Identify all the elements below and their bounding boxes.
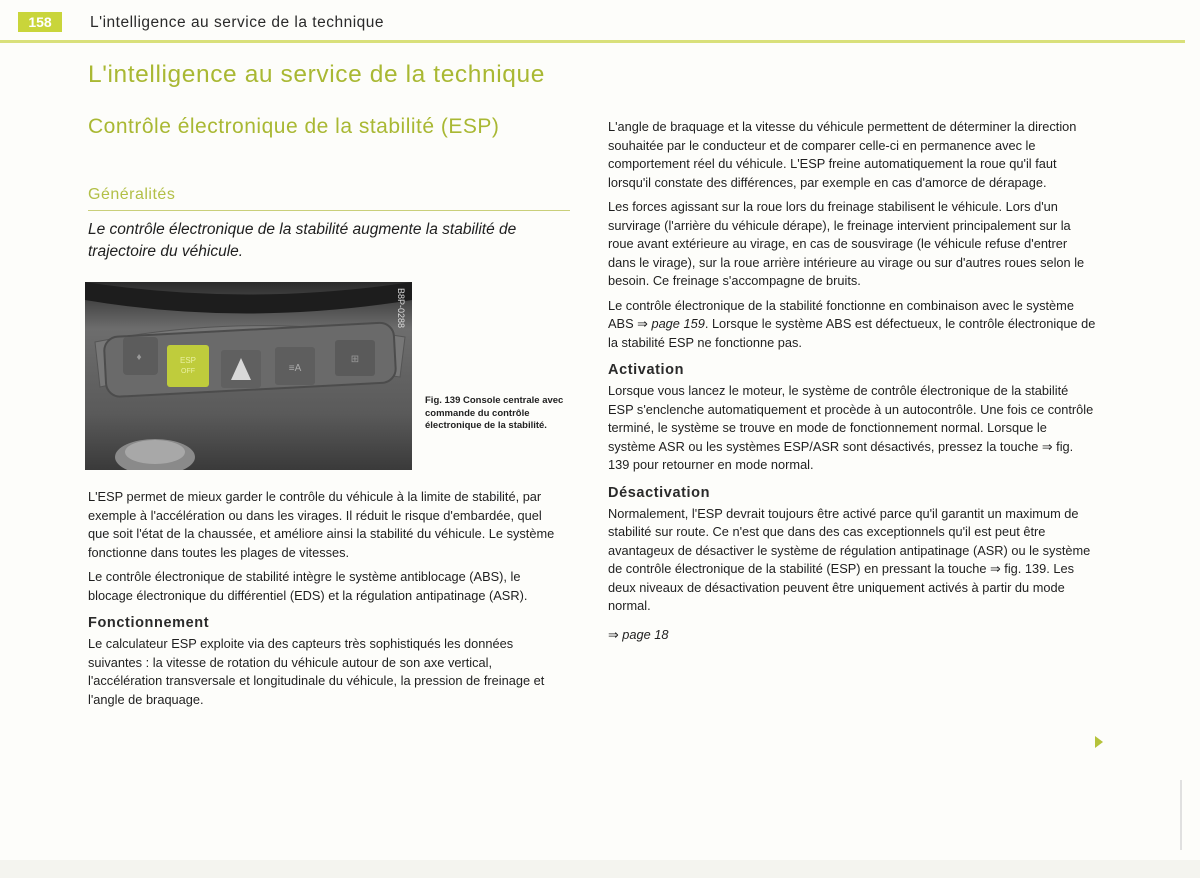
margin-mark <box>1180 780 1182 850</box>
svg-text:OFF: OFF <box>181 368 195 375</box>
running-title: L'intelligence au service de la technique <box>90 14 385 31</box>
subsection-title: Généralités <box>88 186 176 203</box>
subsection-rule <box>88 210 570 211</box>
figure-code: B8P-0288 <box>396 288 406 329</box>
intro-text: Le contrôle électronique de la stabilité augmente la stabilité de trajectoire du véhicule. <box>88 221 517 260</box>
paragraph: Les forces agissant sur la roue lors du freinage stabilisent le véhicule. Lors d'un survirage (l'arrière du véhicule dérape), le freinage intervient principalement sur la roue avant extérieure au virage, en cas de sousvirage (le véhicule refuse d'entrer dans le virage), sur la roue arrière intérieure au virage ou sur d'autres roues selon le besoin. Ce freinage s'accompagne de bruits. <box>608 199 1085 288</box>
svg-text:≡A: ≡A <box>288 363 302 374</box>
section-title: Contrôle électronique de la stabilité (ESP) <box>88 115 500 138</box>
heading-activation: Activation <box>608 362 685 378</box>
paragraph: Le contrôle électronique de stabilité intègre le système antiblocage (ABS), le blocage électronique du différentiel (EDS) et la régulation antipatinage (ASR). <box>88 569 528 603</box>
paragraph: Le calculateur ESP exploite via des capteurs très sophistiqués les données suivantes : la vitesse de rotation du véhicule autour de son axe vertical, l'accélération transversale et longitudinale du véhicule, la pression de freinage et l'angle de braquage. <box>88 636 545 707</box>
console-illustration <box>85 282 412 470</box>
left-column <box>88 488 566 715</box>
paragraph: Le contrôle électronique de la stabilité fonctionne en combinaison avec le système ABS ⇒ page 159. Lorsque le système ABS est défectueux, le contrôle électronique de la stabilité ESP ne fonctionne pas. <box>608 297 1096 350</box>
page-title: L'intelligence au service de la technique <box>88 61 545 88</box>
figure-caption: Fig. 139 Console centrale avec commande du contrôle électronique de la stabilité. <box>425 395 564 431</box>
figure-console-photo <box>85 282 412 470</box>
right-column <box>608 118 1096 650</box>
esp-button-label: ESP <box>179 356 197 365</box>
page-bottom <box>0 860 1200 878</box>
paragraph: L'ESP permet de mieux garder le contrôle du véhicule à la limite de stabilité, par exemple à l'accélération ou dans les virages. Il réduit le risque d'embardée, quel que soit l'état de la chaussée, et améliore ainsi la stabilité du véhicule. Le système fonctionne dans toutes les plages de vitesses. <box>88 489 555 560</box>
paragraph: L'angle de braquage et la vitesse du véhicule permettent de déterminer la direction souhaitée par le conducteur et de comparer celle-ci en permanence avec le comportement réel du véhicule. L'ESP freine automatiquement la roue qu'il faut lorsqu'il constate des différences, par exemple en cas d'amorce de dérapage. <box>608 119 1077 190</box>
continue-arrow-icon <box>1095 736 1103 748</box>
paragraph: Lorsque vous lancez le moteur, le système de contrôle électronique de la stabilité ESP s'enclenche automatiquement et procède à un autocontrôle. Une fois ce contrôle terminé, le système se trouve en mode de fonctionnement normal. Lorsque le système ASR ou les systèmes ESP/ASR sont désactivés, pressez la touche ⇒ fig. 139 pour retourner en mode normal. <box>608 383 1094 472</box>
heading-desactivation: Désactivation <box>608 484 711 501</box>
paragraph: Normalement, l'ESP devrait toujours être activé parce qu'il garantit un maximum de stabilité sur route. Ce n'est que dans des cas exceptionnels qu'il est peut être avantageux de désactiver le système de régulation antipatinage (ASR) ou le système de contrôle électronique de la stabilité (ESP) en pressant la touche ⇒ fig. 139. Les deux niveaux de désactivation peuvent être uniquement activés à partir du mode normal. <box>608 505 1091 613</box>
svg-text:⊞: ⊞ <box>350 354 360 365</box>
cross-reference: ⇒ page 18 <box>608 626 669 642</box>
page-link[interactable]: page 159 <box>651 316 705 331</box>
esp-off-button <box>167 345 209 387</box>
page-link[interactable]: page 18 <box>622 626 669 642</box>
seat-icon: ♦ <box>136 352 142 363</box>
page-number: 158 <box>18 12 62 32</box>
heading-fonctionnement: Fonctionnement <box>88 615 210 631</box>
